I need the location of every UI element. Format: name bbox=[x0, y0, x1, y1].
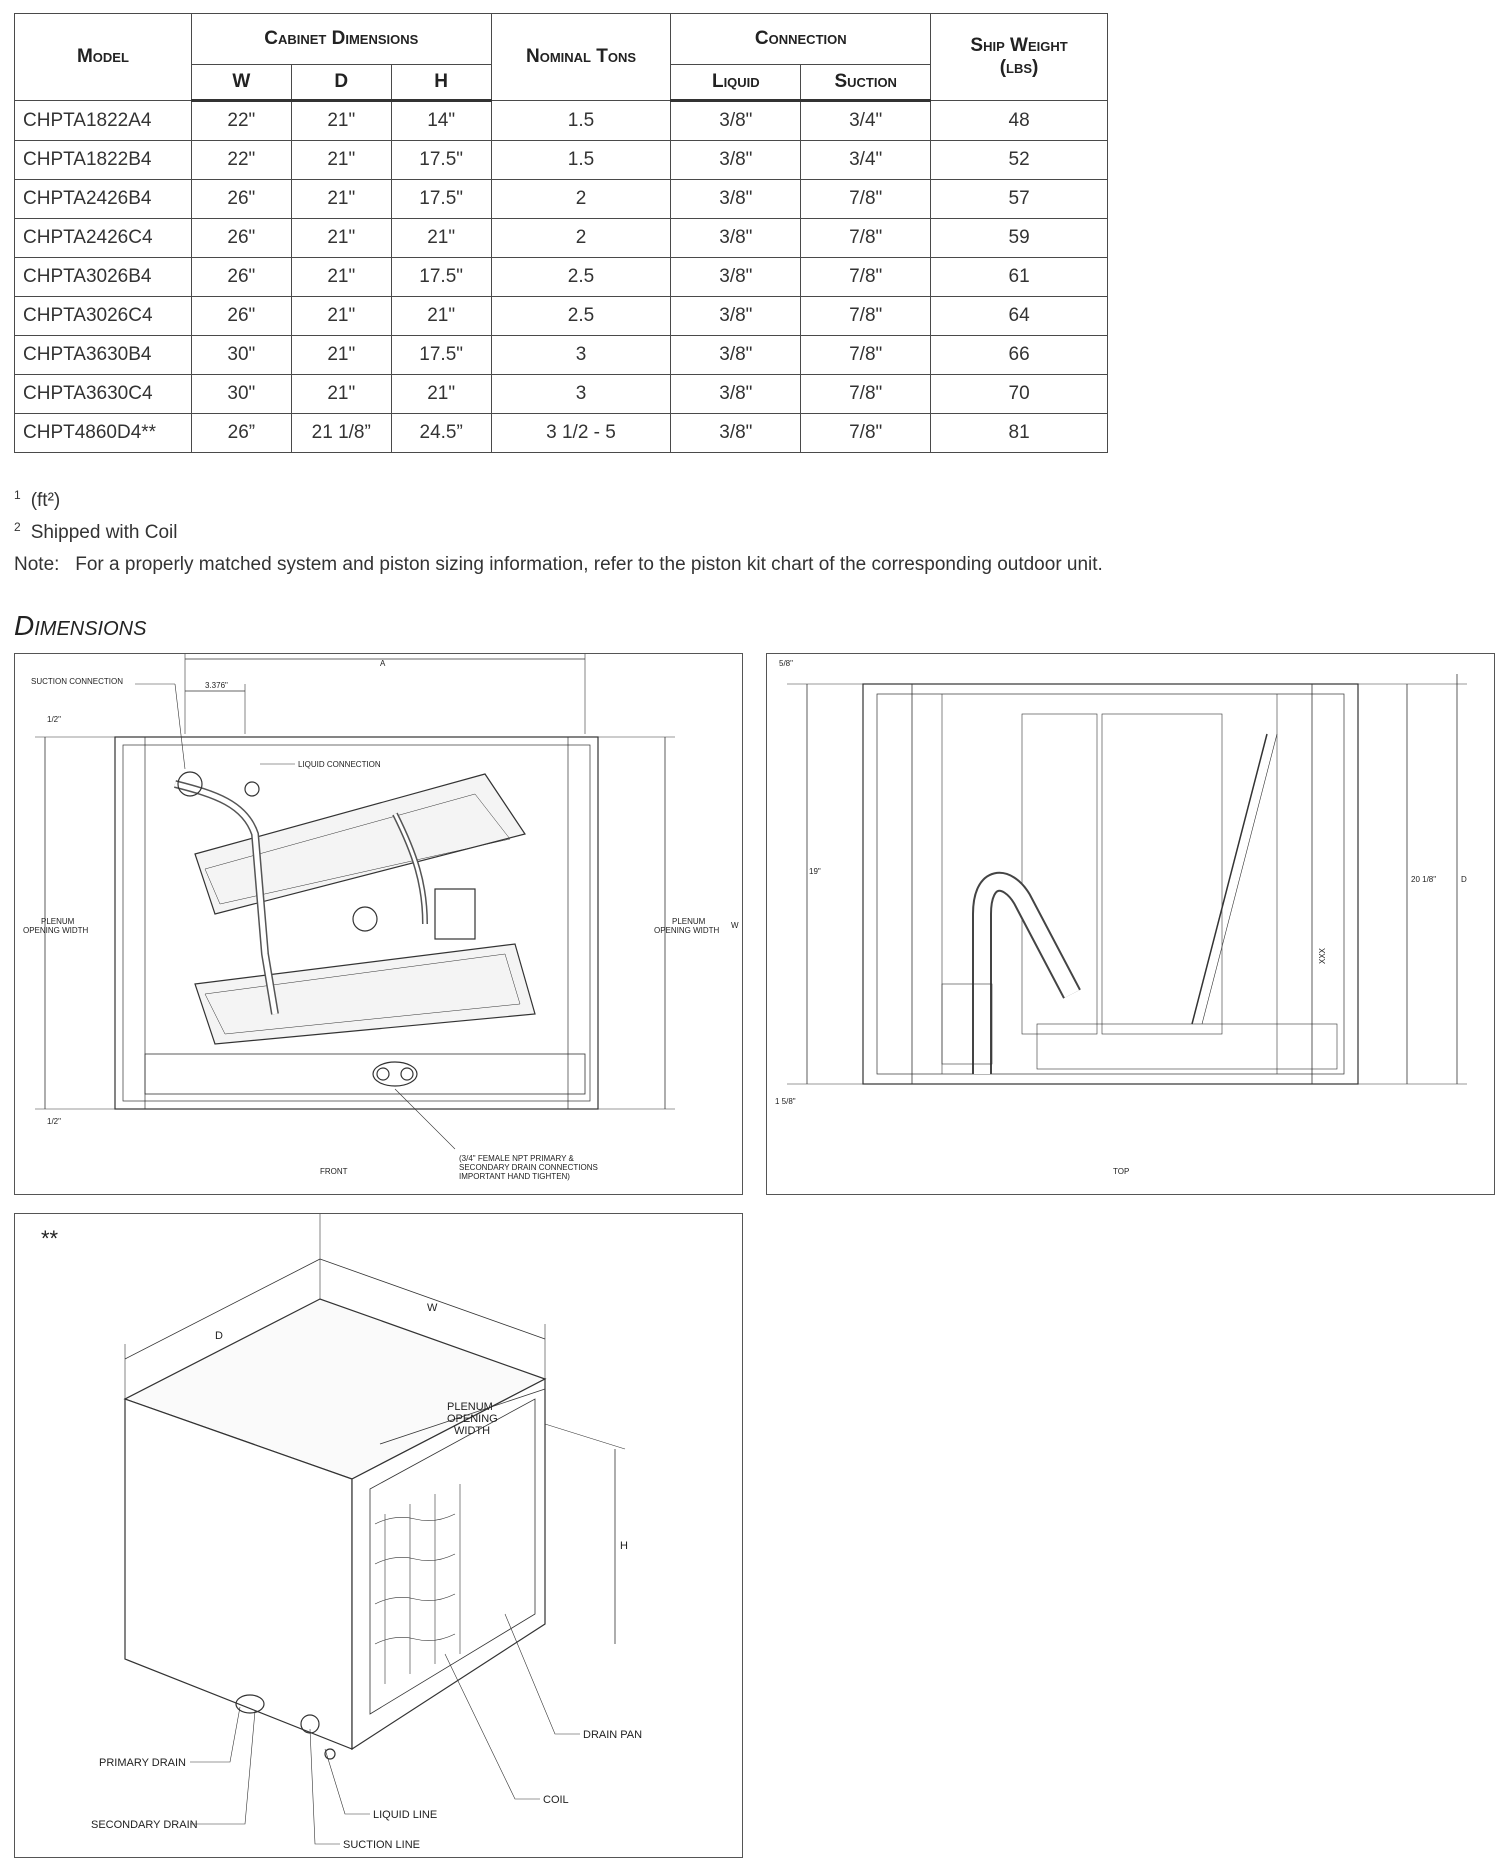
cell-suction: 7/8" bbox=[801, 414, 931, 453]
cell-tons: 3 bbox=[491, 336, 671, 375]
cell-weight: 59 bbox=[931, 219, 1108, 258]
iso-dim-d: D bbox=[215, 1330, 223, 1342]
cell-h: 17.5" bbox=[391, 258, 491, 297]
cell-w: 30" bbox=[191, 375, 291, 414]
cell-weight: 70 bbox=[931, 375, 1108, 414]
iso-liquid-line: LIQUID LINE bbox=[373, 1809, 438, 1821]
cell-weight: 52 bbox=[931, 141, 1108, 180]
header-w: W bbox=[191, 65, 291, 101]
cell-h: 17.5" bbox=[391, 141, 491, 180]
cell-liquid: 3/8" bbox=[671, 414, 801, 453]
cell-tons: 2 bbox=[491, 219, 671, 258]
iso-plenum-1: PLENUM bbox=[447, 1401, 493, 1413]
cell-model: CHPTA3630B4 bbox=[15, 336, 192, 375]
cell-d: 21" bbox=[291, 375, 391, 414]
cell-suction: 7/8" bbox=[801, 336, 931, 375]
header-suction: Suction bbox=[801, 65, 931, 101]
cell-weight: 48 bbox=[931, 101, 1108, 141]
cell-liquid: 3/8" bbox=[671, 219, 801, 258]
header-ship-weight bbox=[931, 14, 1108, 101]
top-dim-d: D bbox=[1461, 875, 1467, 884]
footnote-2-mark: 2 bbox=[14, 520, 21, 534]
cell-liquid: 3/8" bbox=[671, 258, 801, 297]
cell-d: 21" bbox=[291, 336, 391, 375]
front-plenum-left-2: OPENING WIDTH bbox=[23, 926, 89, 935]
iso-coil: COIL bbox=[543, 1794, 569, 1806]
cell-h: 21" bbox=[391, 297, 491, 336]
footnote-1 bbox=[14, 490, 60, 512]
iso-primary-drain: PRIMARY DRAIN bbox=[99, 1757, 187, 1769]
front-dim-w: W bbox=[731, 921, 739, 930]
iso-marker: ** bbox=[41, 1226, 59, 1251]
cell-w: 22" bbox=[191, 101, 291, 141]
section-title: Dimensions bbox=[14, 610, 147, 641]
cell-w: 26" bbox=[191, 258, 291, 297]
cell-h: 21" bbox=[391, 219, 491, 258]
table-row bbox=[15, 180, 1108, 219]
header-d: D bbox=[291, 65, 391, 101]
cell-model: CHPTA3630C4 bbox=[15, 375, 192, 414]
iso-view-panel bbox=[14, 1213, 743, 1858]
iso-secondary-drain: SECONDARY DRAIN bbox=[91, 1819, 198, 1831]
iso-plenum-2: OPENING bbox=[447, 1413, 498, 1425]
footnote-2 bbox=[14, 522, 178, 544]
cell-suction: 7/8" bbox=[801, 258, 931, 297]
footnote-1-mark: 1 bbox=[14, 488, 21, 502]
cell-suction: 3/4" bbox=[801, 101, 931, 141]
cell-model: CHPTA1822B4 bbox=[15, 141, 192, 180]
cell-model: CHPTA3026B4 bbox=[15, 258, 192, 297]
cell-w: 26" bbox=[191, 297, 291, 336]
header-ship-weight-label: Ship Weight bbox=[970, 35, 1068, 56]
cell-suction: 7/8" bbox=[801, 219, 931, 258]
header-h: H bbox=[391, 65, 491, 101]
cell-tons: 3 bbox=[491, 375, 671, 414]
front-dim-half-bottom: 1/2" bbox=[47, 1117, 61, 1126]
cell-h: 24.5” bbox=[391, 414, 491, 453]
cell-suction: 3/4" bbox=[801, 141, 931, 180]
top-caption: TOP bbox=[1113, 1167, 1130, 1176]
cell-d: 21 1/8” bbox=[291, 414, 391, 453]
front-plenum-right-2: OPENING WIDTH bbox=[654, 926, 720, 935]
spec-table-body bbox=[15, 101, 1108, 453]
cell-model: CHPTA3026C4 bbox=[15, 297, 192, 336]
front-dim-offset: 3.376" bbox=[205, 681, 228, 690]
cell-liquid: 3/8" bbox=[671, 101, 801, 141]
header-model: Model bbox=[15, 14, 192, 101]
cell-w: 26" bbox=[191, 219, 291, 258]
front-drain-note-1: (3/4" FEMALE NPT PRIMARY & bbox=[459, 1154, 574, 1163]
header-cabinet-dimensions: Cabinet Dimensions bbox=[191, 14, 491, 65]
iso-dim-w: W bbox=[427, 1302, 438, 1314]
cell-weight: 66 bbox=[931, 336, 1108, 375]
table-row bbox=[15, 375, 1108, 414]
cell-h: 14" bbox=[391, 101, 491, 141]
top-dim-2018: 20 1/8" bbox=[1411, 875, 1437, 884]
cell-tons: 3 1/2 - 5 bbox=[491, 414, 671, 453]
front-drain-note-3: IMPORTANT HAND TIGHTEN) bbox=[459, 1172, 570, 1181]
table-row bbox=[15, 101, 1108, 141]
front-dim-half-top: 1/2" bbox=[47, 715, 61, 724]
top-view-panel bbox=[766, 653, 1495, 1195]
table-row bbox=[15, 297, 1108, 336]
iso-view-drawing bbox=[15, 1214, 742, 1857]
cell-d: 21" bbox=[291, 141, 391, 180]
cell-suction: 7/8" bbox=[801, 297, 931, 336]
cell-weight: 64 bbox=[931, 297, 1108, 336]
cell-suction: 7/8" bbox=[801, 375, 931, 414]
cell-d: 21" bbox=[291, 219, 391, 258]
cell-d: 21" bbox=[291, 297, 391, 336]
front-drain-note-2: SECONDARY DRAIN CONNECTIONS bbox=[459, 1163, 598, 1172]
header-liquid: Liquid bbox=[671, 65, 801, 101]
cell-weight: 81 bbox=[931, 414, 1108, 453]
table-row bbox=[15, 141, 1108, 180]
cell-d: 21" bbox=[291, 101, 391, 141]
header-nominal-tons: Nominal Tons bbox=[491, 14, 671, 101]
front-plenum-right-1: PLENUM bbox=[672, 917, 706, 926]
table-row bbox=[15, 414, 1108, 453]
header-connection: Connection bbox=[671, 14, 931, 65]
cell-w: 22" bbox=[191, 141, 291, 180]
cell-w: 30" bbox=[191, 336, 291, 375]
top-dim-19: 19" bbox=[809, 867, 821, 876]
cell-model: CHPT4860D4** bbox=[15, 414, 192, 453]
iso-suction-line: SUCTION LINE bbox=[343, 1839, 421, 1851]
cell-d: 21" bbox=[291, 180, 391, 219]
top-view-drawing bbox=[767, 654, 1494, 1194]
cell-w: 26" bbox=[191, 180, 291, 219]
cell-w: 26” bbox=[191, 414, 291, 453]
liquid-connection-label: LIQUID CONNECTION bbox=[298, 760, 381, 769]
cell-liquid: 3/8" bbox=[671, 336, 801, 375]
cell-suction: 7/8" bbox=[801, 180, 931, 219]
cell-model: CHPTA1822A4 bbox=[15, 101, 192, 141]
top-dim-58: 5/8" bbox=[779, 659, 793, 668]
front-view-drawing bbox=[15, 654, 742, 1194]
front-plenum-left-1: PLENUM bbox=[41, 917, 75, 926]
front-view-panel bbox=[14, 653, 743, 1195]
footnote-1-text: (ft²) bbox=[30, 490, 61, 511]
cell-weight: 61 bbox=[931, 258, 1108, 297]
cell-model: CHPTA2426C4 bbox=[15, 219, 192, 258]
top-side-mark: XXX bbox=[1318, 947, 1327, 964]
header-ship-weight-unit: (lbs) bbox=[999, 57, 1039, 78]
front-dim-a: A bbox=[380, 659, 386, 668]
cell-tons: 2 bbox=[491, 180, 671, 219]
spec-table bbox=[14, 13, 1108, 453]
iso-dim-h: H bbox=[620, 1540, 628, 1552]
cell-d: 21" bbox=[291, 258, 391, 297]
cell-tons: 1.5 bbox=[491, 101, 671, 141]
cell-tons: 1.5 bbox=[491, 141, 671, 180]
cell-liquid: 3/8" bbox=[671, 375, 801, 414]
cell-h: 17.5" bbox=[391, 336, 491, 375]
cell-liquid: 3/8" bbox=[671, 180, 801, 219]
table-row bbox=[15, 219, 1108, 258]
suction-connection-label: SUCTION CONNECTION bbox=[31, 677, 123, 686]
cell-weight: 57 bbox=[931, 180, 1108, 219]
table-row bbox=[15, 336, 1108, 375]
table-row bbox=[15, 258, 1108, 297]
top-dim-158: 1 5/8" bbox=[775, 1097, 796, 1106]
cell-tons: 2.5 bbox=[491, 258, 671, 297]
cell-liquid: 3/8" bbox=[671, 141, 801, 180]
cell-h: 17.5" bbox=[391, 180, 491, 219]
cell-liquid: 3/8" bbox=[671, 297, 801, 336]
cell-tons: 2.5 bbox=[491, 297, 671, 336]
iso-plenum-3: WIDTH bbox=[454, 1425, 491, 1437]
iso-drain-pan: DRAIN PAN bbox=[583, 1729, 643, 1741]
footnote-2-text: Shipped with Coil bbox=[30, 522, 178, 543]
cell-model: CHPTA2426B4 bbox=[15, 180, 192, 219]
cell-h: 21" bbox=[391, 375, 491, 414]
front-caption: FRONT bbox=[320, 1167, 348, 1176]
footnote-note: Note: For a properly matched system and piston sizing information, refer to the piston kit chart of the corresponding outdoor unit. bbox=[14, 554, 1103, 575]
